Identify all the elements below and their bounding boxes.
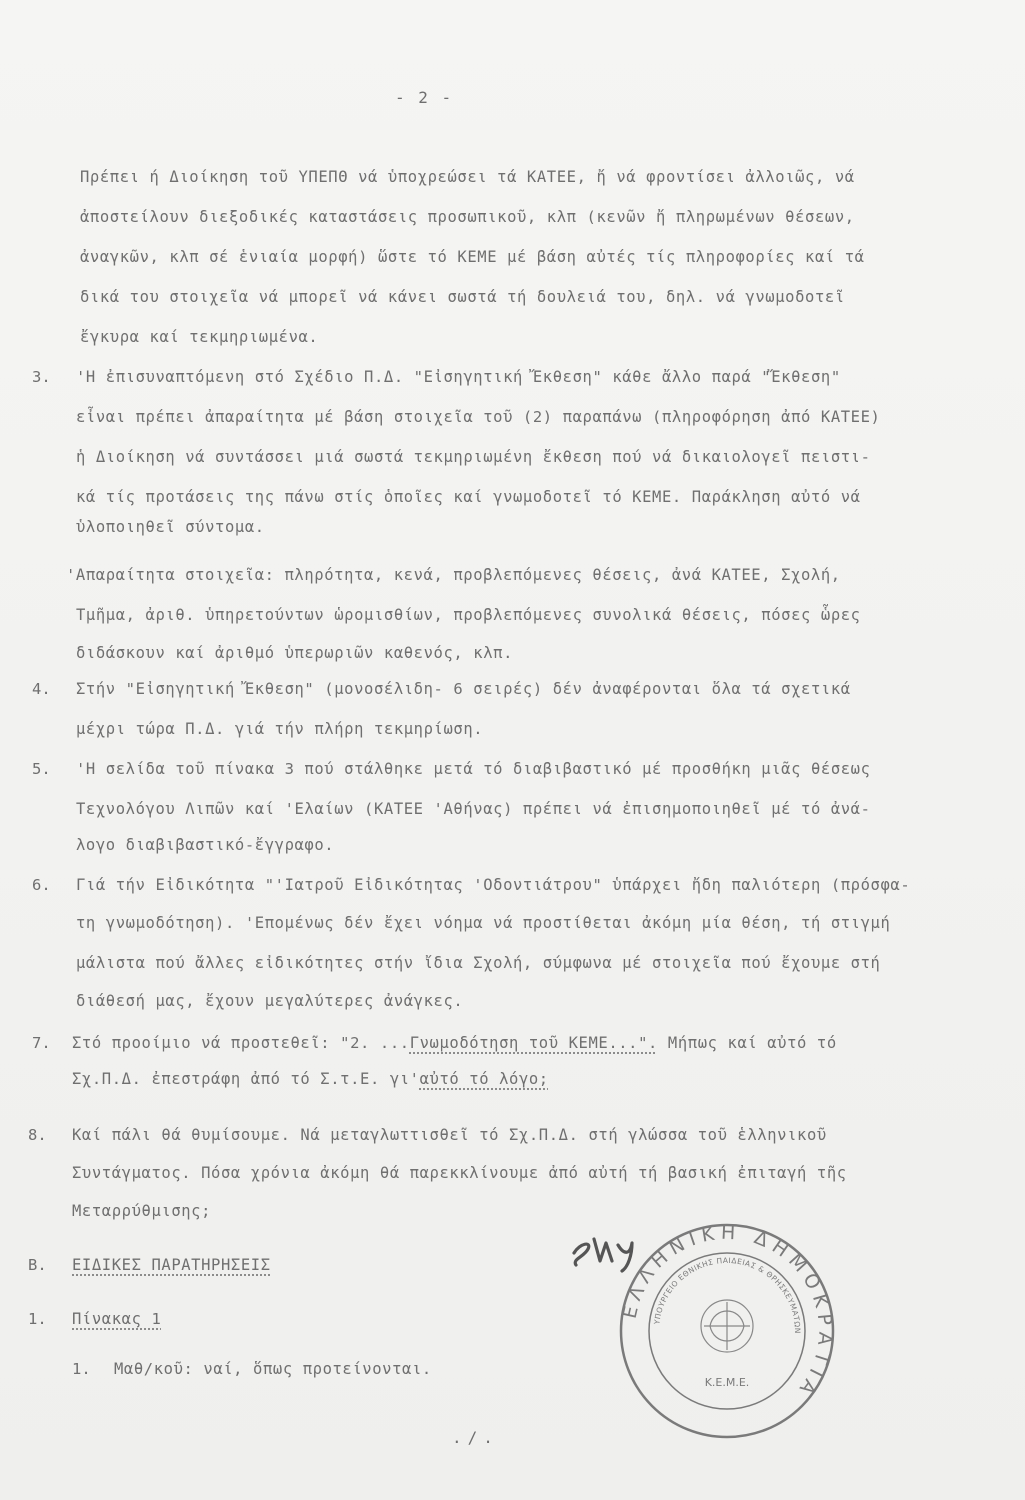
item-7-line-1-pre: Στό προοίμιο νά προστεθεῖ: "2. ... [72, 1034, 410, 1052]
essentials-line-1: 'Απαραίτητα στοιχεῖα: πληρότητα, κενά, προβλεπόμενες θέσεις, ἀνά ΚΑΤΕΕ, Σχολή, [66, 566, 841, 584]
item-7-line-2 [72, 1072, 549, 1088]
section-b-title: ΕΙΔΙΚΕΣ ΠΑΡΑΤΗΡΗΣΕΙΣ [72, 1256, 271, 1274]
stamp-bottom-text: Κ.Ε.Μ.Ε. [704, 1376, 750, 1389]
item-number-5: 5. [32, 760, 51, 778]
item-number-8: 8. [28, 1126, 47, 1144]
item-3-line-1: 'Η ἐπισυναπτόμενη στό Σχέδιο Π.Δ. "Εἰσηγητική Ἔκθεση" κάθε ἄλλο παρά "Ἔκθεση" [76, 368, 841, 386]
table-1-title: Πίνακας 1 [72, 1310, 162, 1328]
item-5-line-1: 'Η σελίδα τοῦ πίνακα 3 πού στάλθηκε μετά τό διαβιβαστικό μέ προσθήκη μιᾶς θέσεως [76, 760, 871, 778]
stamp-outer-text: ΕΛΛΗΝΙΚΗ ΔΗΜΟΚΡΑΤΙΑ [618, 1222, 836, 1404]
item-5-line-2: Τεχνολόγου Λιπῶν καί 'Ελαίων (ΚΑΤΕΕ 'Αθήνας) πρέπει νά ἐπισημοποιηθεῖ μέ τό ἀνά- [76, 800, 871, 818]
item-number-3: 3. [32, 368, 51, 386]
item-6-line-1: Γιά τήν Εἰδικότητα "'Ιατροῦ Εἰδικότητας 'Οδοντιάτρου" ὑπάρχει ἤδη παλιότερη (πρόσφα- [76, 876, 911, 894]
item-5-line-3: λογο διαβιβαστικό-ἔγγραφο. [76, 836, 335, 854]
item-8-line-1: Καί πάλι θά θυμίσουμε. Νά μεταγλωττισθεῖ τό Σχ.Π.Δ. στή γλώσσα τοῦ ἑλληνικοῦ [72, 1126, 827, 1144]
item-3-line-3: ἡ Διοίκηση νά συντάσσει μιά σωστά τεκμηριωμένη ἔκθεση πού νά δικαιολογεῖ πειστι- [76, 448, 871, 466]
item-6-line-2: τη γνωμοδότηση). 'Επομένως δέν ἔχει νόημα νά προστίθεται ἀκόμη μία θέση, τή στιγμή [76, 914, 891, 932]
item-7-line-1-post: Μήπως καί αὐτό τό [657, 1034, 837, 1052]
item-8-line-3: Μεταρρύθμισης; [72, 1202, 212, 1220]
item-7-line-2-underlined: αὐτό τό λόγο; [419, 1070, 549, 1088]
item-3-line-5: ὑλοποιηθεῖ σύντομα. [76, 518, 265, 536]
item-number-7: 7. [32, 1034, 51, 1052]
intro-line-4: δικά του στοιχεῖα νά μπορεῖ νά κάνει σωστά τή δουλειά του, δηλ. νά γνωμοδοτεῖ [80, 288, 845, 306]
item-3-line-2: εἶναι πρέπει ἀπαραίτητα μέ βάση στοιχεῖα τοῦ (2) παραπάνω (πληροφόρηση ἀπό ΚΑΤΕΕ) [76, 408, 881, 426]
intro-line-3: ἀναγκῶν, κλπ σέ ἑνιαία μορφή) ὥστε τό ΚΕΜΕ μέ βάση αὐτές τίς πληροφορίες καί τά [80, 248, 865, 266]
essentials-line-3: διδάσκουν καί ἀριθμό ὑπερωριῶν καθενός, κλπ. [76, 644, 513, 662]
intro-line-1: Πρέπει ή Διοίκηση τοῦ ΥΠΕΠΘ νά ὑποχρεώσει τά ΚΑΤΕΕ, ἤ νά φροντίσει ἀλλοιῶς, νά [80, 168, 855, 186]
item-4-line-2: μέχρι τώρα Π.Δ. γιά τήν πλήρη τεκμηρίωση. [76, 720, 484, 738]
intro-line-5: ἔγκυρα καί τεκμηριωμένα. [80, 328, 319, 346]
item-4-line-1: Στήν "Εἰσηγητική Ἔκθεση" (μονοσέλιδη- 6 σειρές) δέν ἀναφέρονται ὅλα τά σχετικά [76, 680, 851, 698]
item-number-6: 6. [32, 876, 51, 894]
item-3-line-4: κά τίς προτάσεις της πάνω στίς ὁποῖες καί γνωμοδοτεῖ τό ΚΕΜΕ. Παράκληση αὐτό νά [76, 488, 861, 506]
section-b-number: B. [28, 1256, 47, 1274]
stamp-inner-text: ΥΠΟΥΡΓΕΙΟ ΕΘΝΙΚΗΣ ΠΑΙΔΕΙΑΣ & ΘΡΗΣΚΕΥΜΑΤΩΝ [652, 1255, 803, 1334]
stamp-emblem [701, 1300, 753, 1352]
page-number: - 2 - [395, 88, 454, 107]
item-7-line-1 [72, 1036, 837, 1052]
item-6-line-4: διάθεσή μας, ἔχουν μεγαλύτερες ἀνάγκες. [76, 992, 464, 1010]
item-8-line-2: Συντάγματος. Πόσα χρόνια ἀκόμη θά παρεκκλίνουμε ἀπό αὐτή τή βασική ἐπιταγή τῆς [72, 1164, 847, 1182]
table-1-number: 1. [28, 1310, 47, 1328]
sub-item-1-text: Μαθ/κοῦ: ναί, ὅπως προτείνονται. [114, 1360, 432, 1378]
item-number-4: 4. [32, 680, 51, 698]
sub-item-number-1: 1. [72, 1360, 91, 1378]
item-7-line-2-pre: Σχ.Π.Δ. ἐπεστράφη ἀπό τό Σ.τ.Ε. γι' [72, 1070, 420, 1088]
item-7-line-1-underlined: Γνωμοδότηση τοῦ ΚΕΜΕ...". [409, 1034, 658, 1052]
continuation-mark: ./. [452, 1428, 499, 1447]
essentials-line-2: Τμῆμα, ἀριθ. ὑπηρετούντων ὡρομισθίων, προβλεπόμενες συνολικά θέσεις, πόσες ὧρες [76, 606, 861, 624]
official-stamp [618, 1222, 836, 1440]
item-6-line-3: μάλιστα πού ἄλλες εἰδικότητες στήν ἴδια Σχολή, σύμφωνα μέ στοιχεῖα πού ἔχουμε στή [76, 954, 881, 972]
intro-line-2: ἀποστείλουν διεξοδικές καταστάσεις προσωπικοῦ, κλπ (κενῶν ἤ πληρωμένων θέσεων, [80, 208, 855, 226]
